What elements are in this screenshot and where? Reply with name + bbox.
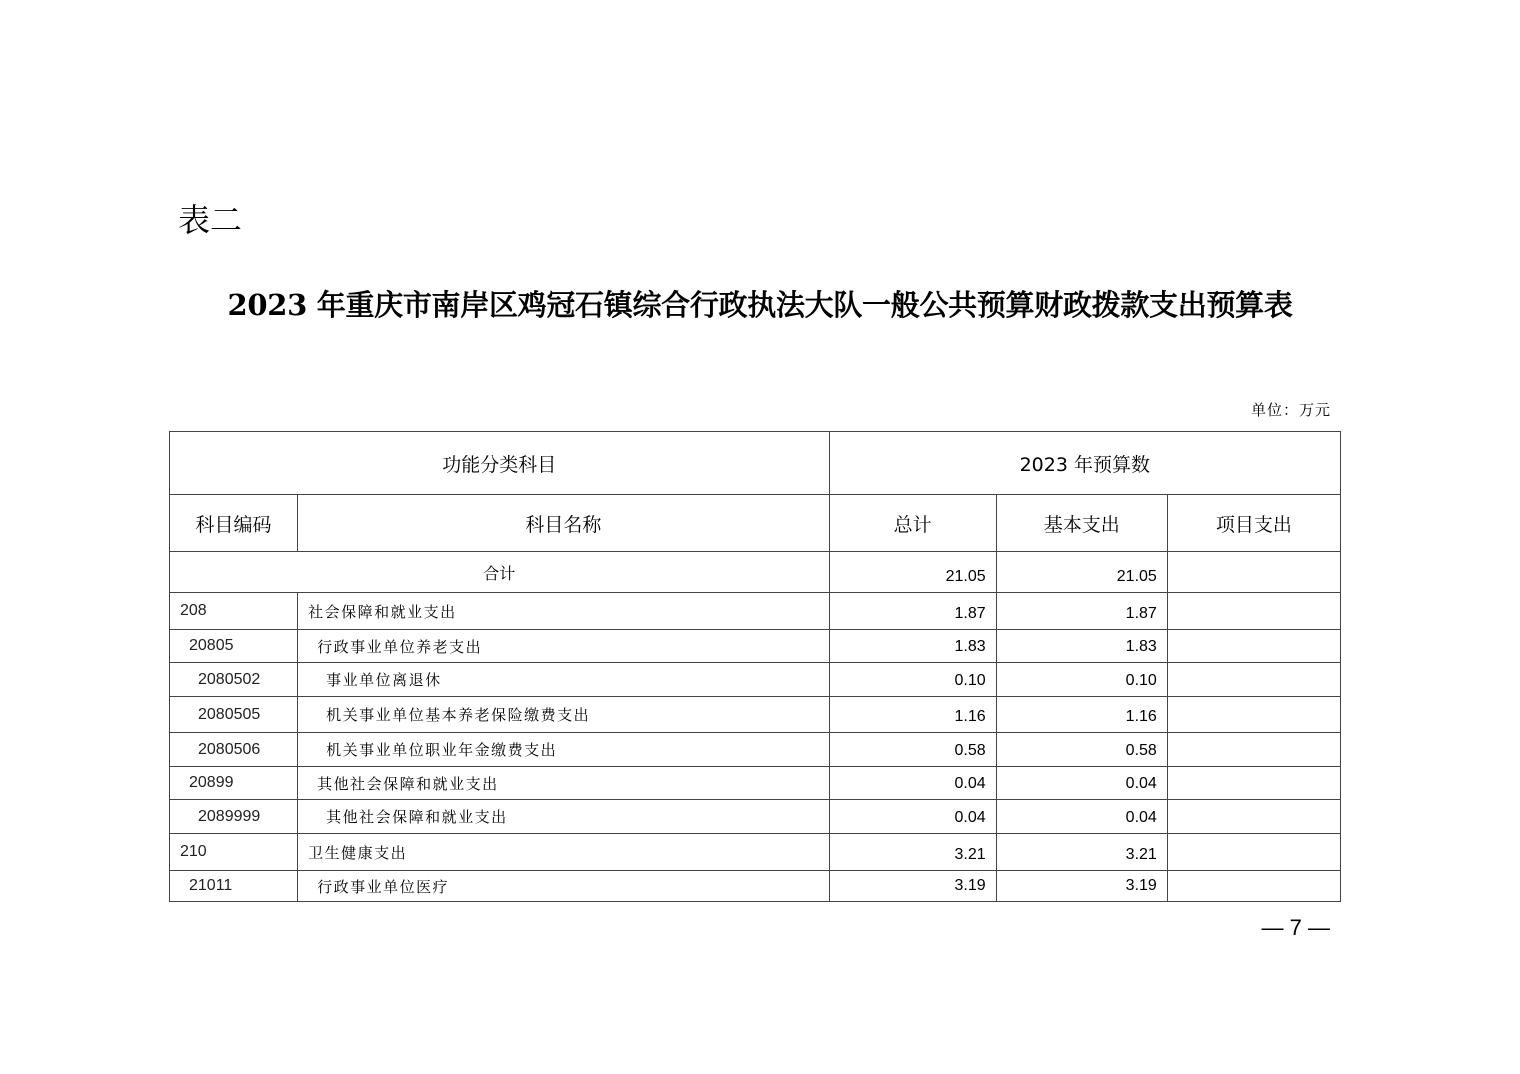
- header-budget-2023: 2023 年预算数: [829, 432, 1340, 495]
- row-name: 事业单位离退休: [298, 663, 829, 697]
- table-row: [170, 767, 1341, 800]
- row-name: 机关事业单位职业年金缴费支出: [298, 733, 829, 767]
- row-project: [1167, 834, 1340, 871]
- row-total: 3.19: [829, 871, 996, 902]
- row-code: 21011: [170, 871, 298, 902]
- row-code: 2089999: [170, 800, 298, 834]
- row-project: [1167, 663, 1340, 697]
- row-project: [1167, 733, 1340, 767]
- row-code: 20805: [170, 630, 298, 663]
- row-code: 210: [170, 834, 298, 871]
- row-total: 1.16: [829, 697, 996, 733]
- table-row: [170, 697, 1341, 733]
- row-total: 0.10: [829, 663, 996, 697]
- header-group-row: [170, 432, 1341, 495]
- row-code: 2080502: [170, 663, 298, 697]
- header-project-expenditure: 项目支出: [1167, 495, 1340, 552]
- row-code: 20899: [170, 767, 298, 800]
- row-basic: 3.21: [996, 834, 1167, 871]
- total-row-total: 21.05: [829, 552, 996, 593]
- row-name: 社会保障和就业支出: [298, 593, 829, 630]
- total-row: [170, 552, 1341, 593]
- row-total: 0.04: [829, 800, 996, 834]
- header-functional-classification: 功能分类科目: [170, 432, 830, 495]
- table-row: [170, 593, 1341, 630]
- header-columns-row: [170, 495, 1341, 552]
- row-name: 卫生健康支出: [298, 834, 829, 871]
- row-total: 1.87: [829, 593, 996, 630]
- row-total: 0.04: [829, 767, 996, 800]
- row-project: [1167, 593, 1340, 630]
- row-basic: 0.10: [996, 663, 1167, 697]
- row-name: 其他社会保障和就业支出: [298, 800, 829, 834]
- row-code: 208: [170, 593, 298, 630]
- row-project: [1167, 767, 1340, 800]
- total-row-project: [1167, 552, 1340, 593]
- budget-table-body: [170, 432, 1341, 902]
- row-name: 行政事业单位养老支出: [298, 630, 829, 663]
- row-name: 其他社会保障和就业支出: [298, 767, 829, 800]
- row-basic: 3.19: [996, 871, 1167, 902]
- row-basic: 0.04: [996, 800, 1167, 834]
- table-row: [170, 663, 1341, 697]
- row-basic: 0.58: [996, 733, 1167, 767]
- row-total: 0.58: [829, 733, 996, 767]
- total-row-label: 合计: [170, 552, 830, 593]
- unit-label: 单位：万元: [1250, 401, 1331, 419]
- row-basic: 0.04: [996, 767, 1167, 800]
- table-row: [170, 834, 1341, 871]
- header-subject-name: 科目名称: [298, 495, 829, 552]
- header-total: 总计: [829, 495, 996, 552]
- table-row: [170, 871, 1341, 902]
- row-total: 3.21: [829, 834, 996, 871]
- row-project: [1167, 800, 1340, 834]
- row-code: 2080505: [170, 697, 298, 733]
- total-row-basic: 21.05: [996, 552, 1167, 593]
- row-name: 行政事业单位医疗: [298, 871, 829, 902]
- row-total: 1.83: [829, 630, 996, 663]
- row-project: [1167, 630, 1340, 663]
- row-project: [1167, 871, 1340, 902]
- row-basic: 1.87: [996, 593, 1167, 630]
- row-project: [1167, 697, 1340, 733]
- page-number: — 7 —: [1261, 915, 1330, 940]
- table-row: [170, 800, 1341, 834]
- budget-table: [169, 431, 1341, 902]
- row-basic: 1.83: [996, 630, 1167, 663]
- table-row: [170, 630, 1341, 663]
- document-title: 2023 年重庆市南岸区鸡冠石镇综合行政执法大队一般公共预算财政拨款支出预算表: [227, 288, 1293, 322]
- row-name: 机关事业单位基本养老保险缴费支出: [298, 697, 829, 733]
- row-code: 2080506: [170, 733, 298, 767]
- header-basic-expenditure: 基本支出: [996, 495, 1167, 552]
- header-subject-code: 科目编码: [170, 495, 298, 552]
- row-basic: 1.16: [996, 697, 1167, 733]
- table-row: [170, 733, 1341, 767]
- table-label: 表二: [178, 201, 243, 239]
